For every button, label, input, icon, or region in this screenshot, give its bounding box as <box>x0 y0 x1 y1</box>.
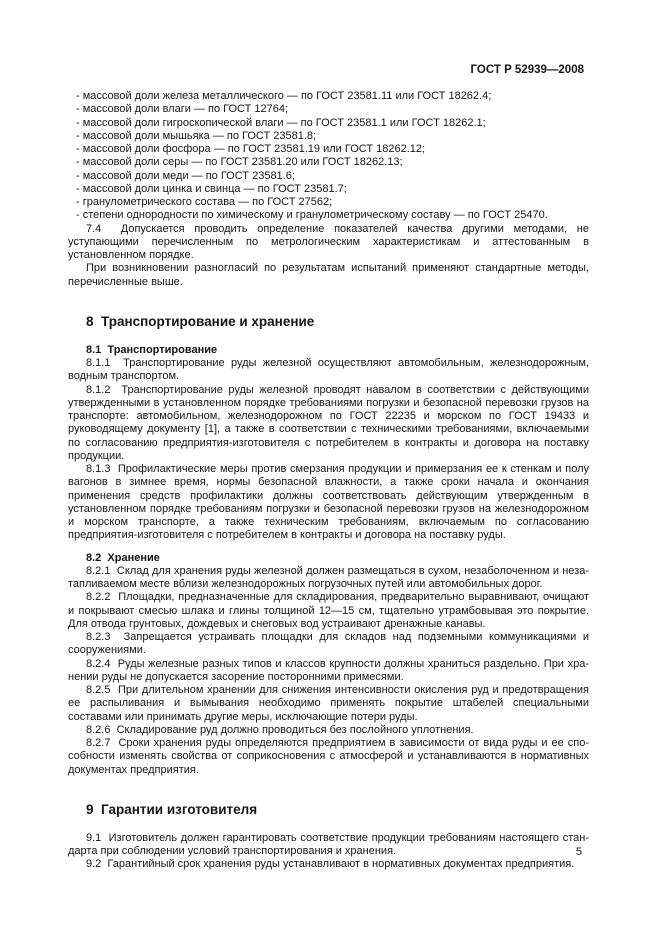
paragraph-8-2-6: 8.2.6 Складирование руд должно проводиться без послойного уплотнения. <box>86 723 474 736</box>
list-item: - массовой доли меди — по ГОСТ 23581.6; <box>76 169 295 182</box>
methods-list <box>68 90 589 223</box>
page-content <box>68 90 589 872</box>
list-item: - массовой доли гигроскопической влаги — по ГОСТ 23581.1 или ГОСТ 18262.1; <box>76 116 486 129</box>
paragraph-disagreements: При возникновении разногласий по результатам испытаний применяют стандартные методы, перечисленные выше. <box>68 262 589 288</box>
paragraph-8-1-2: 8.1.2 Транспортирование руды железной проводят навалом в соответствии с действующими утвержденными в установленном порядке требованиями погрузки и безопасной перевозки грузов на транспорте: автомобильном, железнодорожном по ГОСТ 22235 и морском по ГОСТ 19433 и руководящему документу [1], а также в соответствии с техническими требованиями, включаемыми по согласованию предприятия-изготовителя с потребителем в контракты и договора на поставку продукции. <box>68 383 589 462</box>
page-header: ГОСТ Р 52939—2008 <box>470 64 584 76</box>
list-item: - гранулометрического состава — по ГОСТ 27562; <box>76 196 333 208</box>
list-item: - массовой доли мышьяка — по ГОСТ 23581.8; <box>76 129 317 142</box>
section-8-2-heading: 8.2 Хранение <box>86 551 160 564</box>
paragraph-8-2-1: 8.2.1 Склад для хранения руды железной должен размещаться в сухом, незаболоченном и незатапливаемом месте вблизи железнодорожных погрузочных путей или автомобильных дорог. <box>68 564 589 590</box>
section-8-heading: 8 Транспортирование и хранение <box>86 313 315 329</box>
paragraph-8-2-5: 8.2.5 При длительном хранении для снижения интенсивности окисления руд и предотвращения ее распыливания и вымывания необходимо применять покрытие штабелей специальными составами или принимать другие меры, исключающие потери руды. <box>68 684 589 723</box>
paragraph-8-2-7: 8.2.7 Сроки хранения руды определяются предприятием в зависимости от вида руды и ее способности изменять свойства от соприкосновения с атмосферой и устанавливаются в нормативных документах предприятия. <box>68 737 589 776</box>
paragraph-8-2-3: 8.2.3 Запрещается устраивать площадки для складов над подземными коммуникациями и сооружениями. <box>68 631 589 657</box>
section-9-heading: 9 Гарантии изготовителя <box>86 801 258 817</box>
paragraph-8-1-1: 8.1.1 Транспортирование руды железной осуществляют автомобильным, железнодорожным, водным транспортом. <box>68 357 589 383</box>
list-item: - массовой доли цинка и свинца — по ГОСТ 23581.7; <box>76 182 347 195</box>
list-item: - степени однородности по химическому и гранулометрическому составу — по ГОСТ 25470. <box>76 209 548 222</box>
list-item: - массовой доли серы — по ГОСТ 23581.20 или ГОСТ 18262.13; <box>76 156 403 169</box>
paragraph-9-2: 9.2 Гарантийный срок хранения руды устанавливают в нормативных документах предприятия. <box>86 858 575 871</box>
page-number: 5 <box>575 846 582 858</box>
list-item: - массовой доли фосфора — по ГОСТ 23581.19 или ГОСТ 18262.12; <box>76 143 426 155</box>
paragraph-8-2-4: 8.2.4 Руды железные разных типов и классов крупности должны храниться раздельно. При хранении руды не допускается засорение посторонними примесями. <box>68 657 589 683</box>
paragraph-9-1: 9.1 Изготовитель должен гарантировать соответствие продукции требованиям настоящего стандарта при соблюдении условий транспортирования и хранения. <box>68 831 589 857</box>
list-item: - массовой доли железа металлического — по ГОСТ 23581.11 или ГОСТ 18262.4; <box>76 90 492 102</box>
section-8-1-heading: 8.1 Транспортирование <box>86 343 218 356</box>
list-item: - массовой доли влаги — по ГОСТ 12764; <box>76 103 289 116</box>
paragraph-7-4: 7.4 Допускается проводить определение показателей качества другими методами, не уступающими перечисленным по метрологическим характеристикам и аттестованным в установленном порядке. <box>68 222 589 261</box>
paragraph-8-1-3: 8.1.3 Профилактические меры против смерзания продукции и примерзания ее к стенкам и полу вагонов в зимнее время, нормы безопасной влажности, а также сроки начала и окончания применения средств профилактики должны соответствовать действующим утвержденным в установленном порядке требованиям погрузки и безопасной перевозки грузов на железнодорожном и морском транспорте, а также техническим требованиям, включаемым по согласованию предприятия-изготовителя с потребителем в контракты и договора на поставку руды. <box>68 463 589 542</box>
paragraph-8-2-2: 8.2.2 Площадки, предназначенные для складирования, предварительно выравнивают, очищают и покрывают смесью шлака и глины толщиной 12—15 см, тщательно утрамбовывая это покрытие. Для отвода грунтовых, дождевых и снеговых вод устраивают дренажные канавы. <box>68 591 589 630</box>
